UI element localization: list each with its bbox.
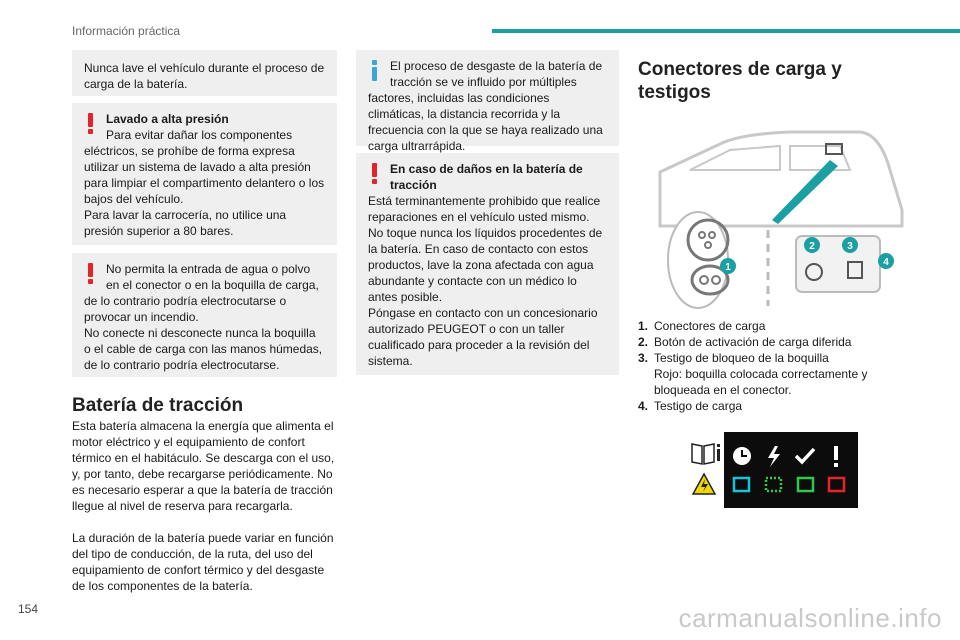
warning-box-water: [72, 253, 337, 377]
warning-text-1: Está terminantemente prohibido que realice reparaciones en el vehículo usted mismo.: [368, 194, 601, 224]
legend-text: Botón de activación de carga diferida: [654, 335, 852, 349]
warning-title: En caso de daños en la batería de tracción: [390, 162, 583, 192]
section-heading-battery: Batería de tracción: [72, 395, 244, 416]
note-text: Nunca lave el vehículo durante el proceso de carga de la batería.: [84, 61, 325, 91]
section-title: Información práctica: [72, 24, 181, 38]
warning-text-line1: Para evitar dañar los componentes: [106, 128, 293, 142]
figure-legend: [638, 318, 888, 414]
legend-number: 4.: [638, 399, 649, 413]
legend-item: [638, 366, 888, 398]
warning-text-2: No toque nunca los líquidos procedentes de la batería. En caso de contacto con estos productos, lave la zona afectada con agua abundante y contacte con un médico lo antes posible.: [368, 226, 603, 304]
legend-item: [638, 398, 888, 414]
header-accent-bar: [492, 29, 960, 33]
clock-icon: [733, 447, 751, 465]
legend-number: 3.: [638, 351, 649, 365]
info-box-wear: [356, 50, 619, 153]
legend-text: Conectores de carga: [654, 319, 766, 333]
charging-indicator-panel: [684, 432, 858, 508]
warning-text-first: No permita la entrada de agua o polvo en el conector o en la boquilla de carga,: [106, 262, 319, 292]
legend-number: 1.: [638, 319, 649, 333]
info-icon: [372, 60, 378, 81]
warning-text-3: Póngase en contacto con un concesionario autorizado PEUGEOT o con un taller cualificado para proceder a la revisión del sistema.: [368, 306, 598, 368]
note-box: [72, 50, 337, 96]
warning-box-damage: [356, 153, 619, 375]
figure-label-1: 1: [725, 262, 731, 273]
warning-text: eléctricos, se prohíbe de forma expresa utilizar un sistema de lavado a alta presión para limpiar el compartimento delantero o los bajos del vehículo.: [84, 144, 325, 206]
section-heading-connectors: Conectores de carga y testigos: [638, 59, 842, 103]
warning-text: de lo contrario podría electrocutarse o provocar un incendio.: [84, 294, 287, 324]
warning-text-2: No conecte ni desconecte nunca la boquilla o el cable de carga con las manos húmedas, de lo contrario podría electrocutarse.: [84, 326, 323, 372]
legend-item: [638, 318, 888, 334]
charging-connector-illustration: [650, 130, 910, 310]
info-text-first: El proceso de desgaste de la batería de tracción se ve influido por múltiples: [390, 59, 603, 89]
legend-item: [638, 350, 888, 366]
battery-paragraph-1: Esta batería almacena la energía que alimenta el motor eléctrico y el equipamiento de confort térmico en el habitáculo. Se descarga con el uso, y, por tanto, debe recargarse periódicamente. No es necesario esperar a que la batería de tracción llegue al nivel de reserva para recargarla.: [72, 419, 335, 513]
info-text: factores, incluidas las condiciones climáticas, la distancia recorrida y la frecuencia con la que se haya realizado una carga ultrarrápida.: [368, 91, 603, 153]
warning-icon: [372, 163, 378, 184]
legend-text: Testigo de bloqueo de la boquilla: [654, 351, 829, 365]
legend-text: Testigo de carga: [654, 399, 743, 413]
exclamation-icon: [834, 446, 838, 467]
figure-label-4: 4: [883, 257, 889, 268]
warning-text-2: Para lavar la carrocería, no utilice una presión superior a 80 bares.: [84, 208, 287, 238]
legend-number: 2.: [638, 335, 649, 349]
watermark: carmanualsonline.info: [678, 603, 942, 633]
figure-label-2: 2: [809, 241, 815, 252]
legend-number: [638, 366, 654, 398]
page-number: 154: [18, 602, 39, 616]
warning-box-high-pressure: [72, 103, 337, 245]
figure-label-3: 3: [847, 241, 853, 252]
legend-text: Rojo: boquilla colocada correctamente y bloqueada en el conector.: [654, 367, 868, 397]
warning-title: Lavado a alta presión: [106, 112, 229, 126]
warning-icon: [88, 113, 94, 134]
battery-paragraph-2: La duración de la batería puede variar en función del tipo de conducción, de la ruta, del uso del equipamiento de confort térmico y del desgaste de los componentes de la batería.: [72, 531, 334, 593]
legend-item: [638, 334, 888, 350]
warning-icon: [88, 263, 94, 284]
